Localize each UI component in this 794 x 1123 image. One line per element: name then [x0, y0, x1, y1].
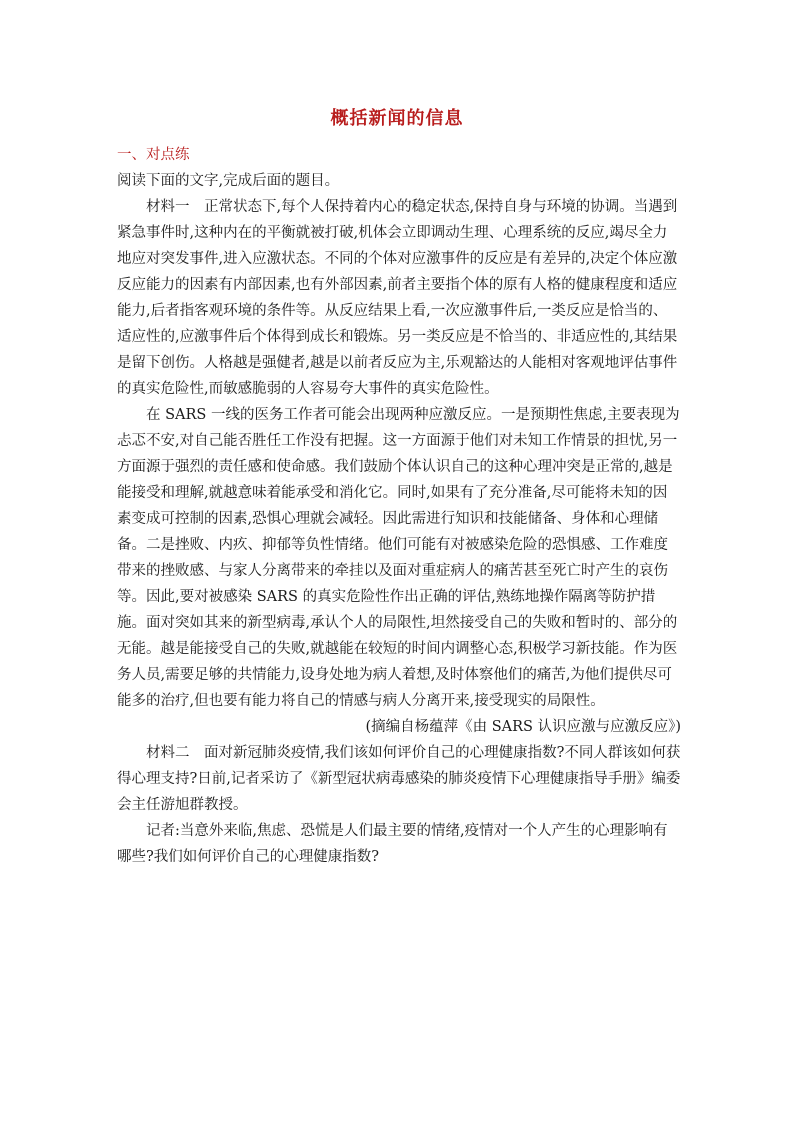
- material-one-paragraph-1: 材料一 正常状态下,每个人保持着内心的稳定状态,保持自身与环境的协调。当遇到紧急事件时,这种内在的平衡就被打破,机体会立即调动生理、心理系统的反应,竭尽全力地应对突发事件,进入应激状态。不同的个体对应激事件的反应是有差异的,决定个体应激反应能力的因素有内部因素,也有外部因素,前者主要指个体的原有人格的健康程度和适应能力,后者指客观环境的条件等。从反应结果上看,一次应激事件后,一类反应是恰当的、适应性的,应激事件后个体得到成长和锻炼。另一类反应是不恰当的、非适应性的,其结果是留下创伤。人格越是强健者,越是以前者反应为主,乐观豁达的人能相对客观地评估事件的真实危险性,而敏感脆弱的人容易夸大事件的真实危险性。: [117, 199, 678, 397]
- document-body: [117, 142, 681, 870]
- source-citation: (摘编自杨蕴萍《由 SARS 认识应激与应激反应》): [365, 719, 681, 735]
- instruction-text: 阅读下面的文字,完成后面的题目。: [117, 173, 340, 189]
- interview-question: 记者:当意外来临,焦虑、恐慌是人们最主要的情绪,疫情对一个人产生的心理影响有哪些?我们如何评价自己的心理健康指数?: [117, 823, 668, 865]
- section-heading: 一、对点练: [117, 147, 190, 163]
- material-one-paragraph-2: 在 SARS 一线的医务工作者可能会出现两种应激反应。一是预期性焦虑,主要表现为忐忑不安,对自己能否胜任工作没有把握。这一方面源于他们对未知工作情景的担忧,另一方面源于强烈的责任感和使命感。我们鼓励个体认识自己的这种心理冲突是正常的,越是能接受和理解,就越意味着能承受和消化它。同时,如果有了充分准备,尽可能将未知的因素变成可控制的因素,恐惧心理就会减轻。因此需进行知识和技能储备、身体和心理储备。二是挫败、内疚、抑郁等负性情绪。他们可能有对被感染危险的恐惧感、工作难度带来的挫败感、与家人分离带来的牵挂以及面对重症病人的痛苦甚至死亡时产生的哀伤等。因此,要对被感染 SARS 的真实危险性作出正确的评估,熟练地操作隔离等防护措施。面对突如其来的新型病毒,承认个人的局限性,坦然接受自己的失败和暂时的、部分的无能。越是能接受自己的失败,就越能在较短的时间内调整心态,积极学习新技能。作为医务人员,需要足够的共情能力,设身处地为病人着想,及时体察他们的痛苦,为他们提供尽可能多的治疗,但也要有能力将自己的情感与病人分离开来,接受现实的局限性。: [117, 407, 680, 709]
- page-title: 概括新闻的信息: [330, 108, 464, 129]
- material-two-paragraph: 材料二 面对新冠肺炎疫情,我们该如何评价自己的心理健康指数?不同人群该如何获得心理支持?日前,记者采访了《新型冠状病毒感染的肺炎疫情下心理健康指导手册》编委会主任游旭群教授。: [117, 745, 681, 813]
